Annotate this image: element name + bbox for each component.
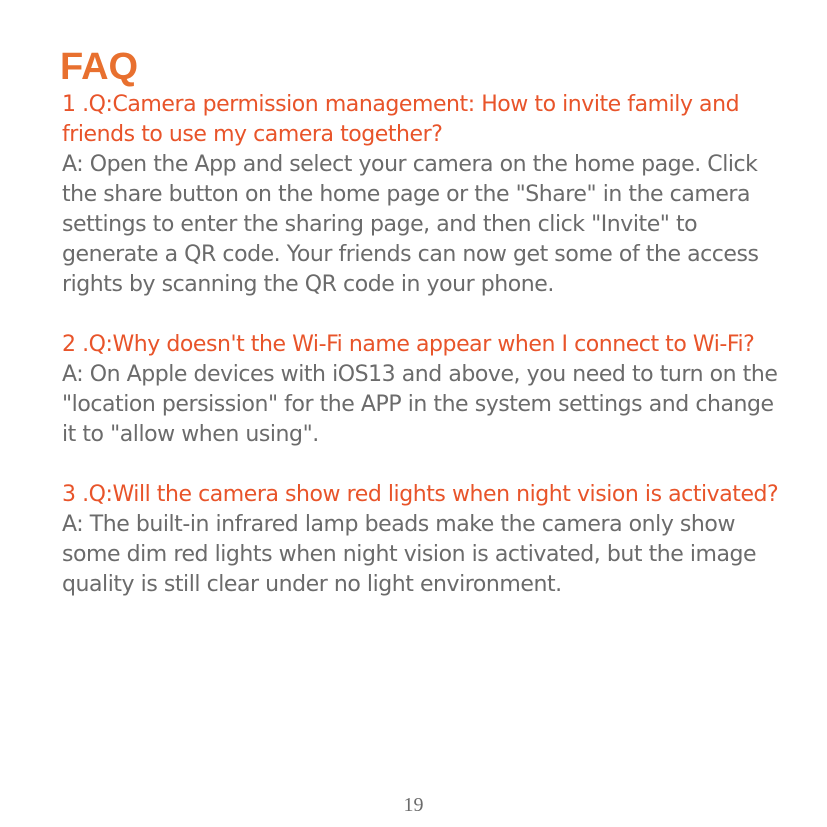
faq-item-1 [62, 90, 782, 300]
faq-question-1: 1 .Q:Camera permission management: How to invite family and friends to use my camera together? [62, 92, 740, 147]
faq-page [62, 44, 782, 630]
faq-question-3: 3 .Q:Will the camera show red lights when night vision is activated? [62, 482, 779, 507]
faq-item-3 [62, 480, 782, 600]
faq-answer-3: A: The built-in infrared lamp beads make the camera only show some dim red lights when night vision is activated, but the image quality is still clear under no light environment. [62, 512, 757, 597]
faq-question-2: 2 .Q:Why doesn't the Wi-Fi name appear when I connect to Wi-Fi? [62, 332, 755, 357]
page-number: 19 [403, 794, 424, 816]
faq-item-2 [62, 330, 782, 450]
faq-answer-1: A: Open the App and select your camera on the home page. Click the share button on the home page or the "Share" in the camera settings to enter the sharing page, and then click "Invite" to generate a QR code. Your friends can now get some of the access rights by scanning the QR code in your phone. [62, 152, 759, 297]
page-title: FAQ [60, 46, 139, 88]
faq-answer-2: A: On Apple devices with iOS13 and above, you need to turn on the "location persission" for the APP in the system settings and change it to "allow when using". [62, 362, 778, 447]
